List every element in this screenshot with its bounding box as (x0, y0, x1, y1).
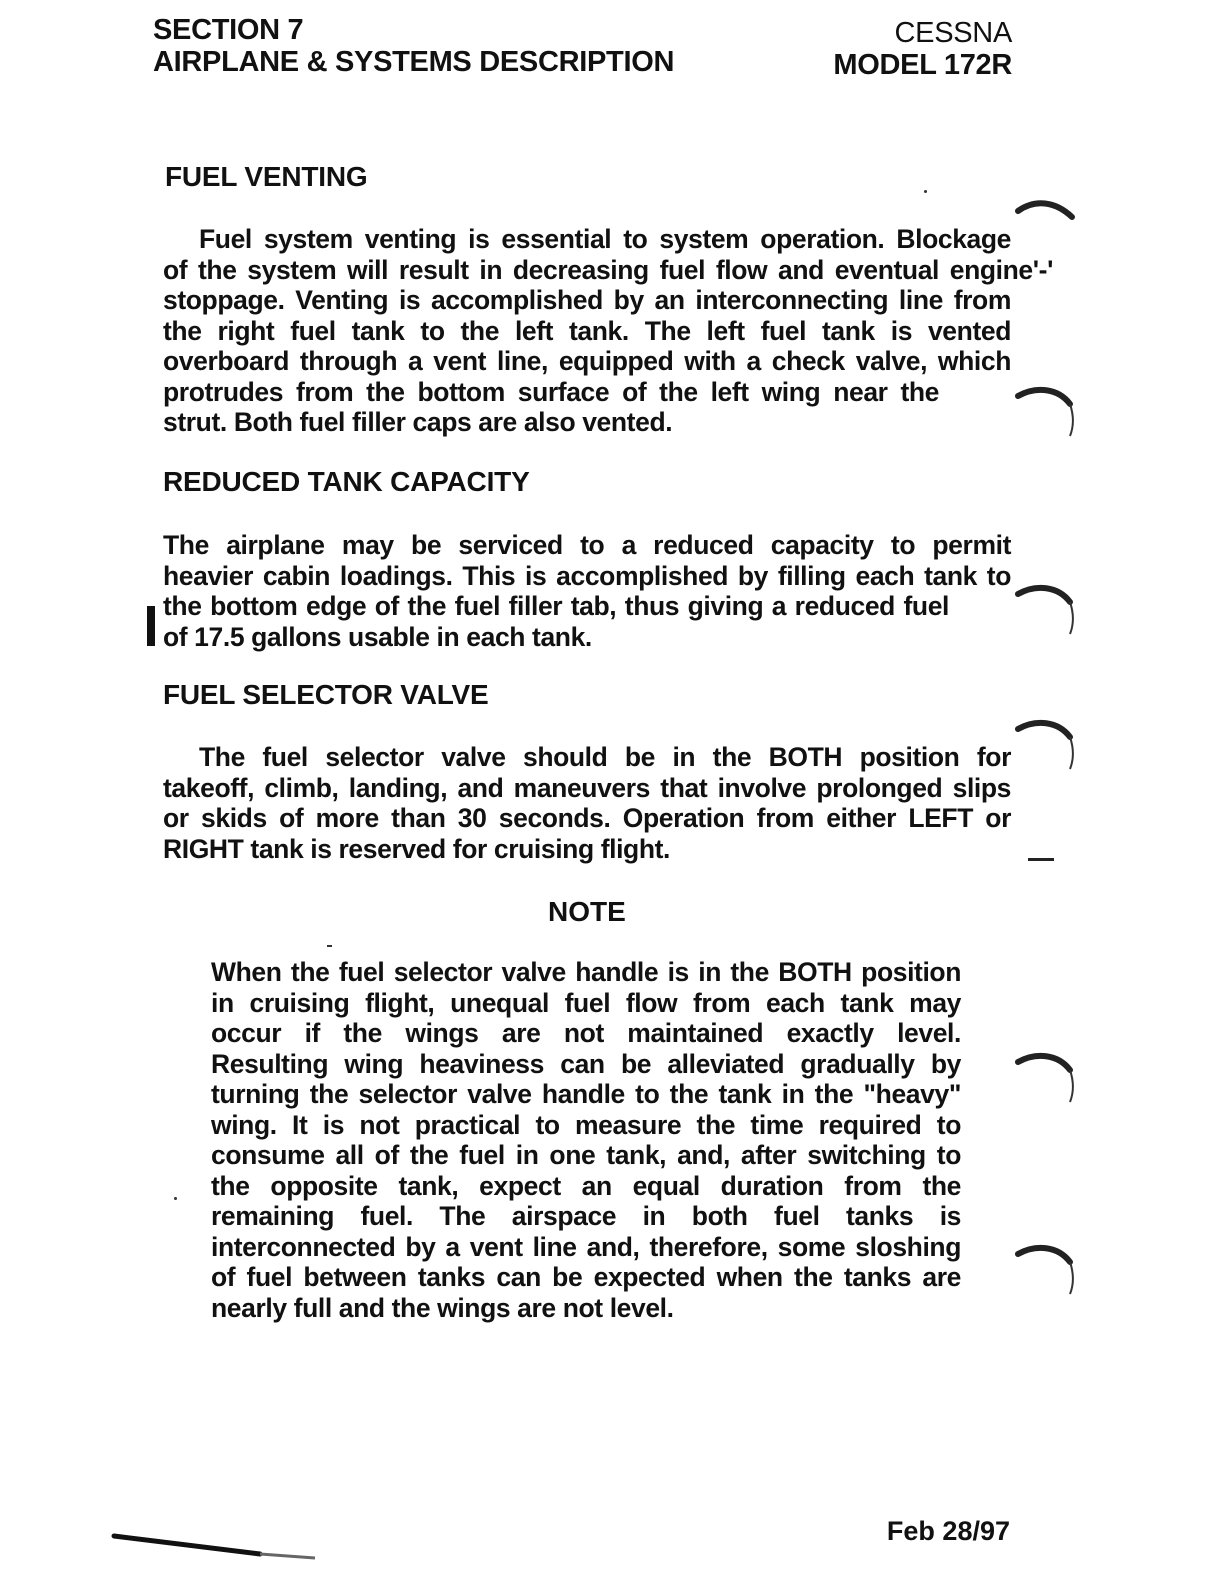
scan-streak-mark (110, 1528, 330, 1568)
revision-date: Feb 28/97 (886, 1516, 1010, 1546)
binder-hole-mark-icon (1012, 1240, 1078, 1300)
note-title: NOTE (548, 896, 626, 927)
scan-dash-mark (1028, 858, 1054, 861)
model-header (833, 17, 1012, 81)
paragraph-line: interconnected by a vent line and, therefore, some sloshing (211, 1231, 961, 1262)
paragraph-line: nearly full and the wings are not level. (211, 1292, 674, 1323)
paragraph-line: Resulting wing heaviness can be alleviated gradually by (211, 1048, 961, 1079)
scan-speck (924, 190, 927, 193)
paragraph-line: overboard through a vent line, equipped with a check valve, which (163, 346, 1011, 376)
reduced-tank-capacity-paragraph (163, 530, 1011, 652)
revision-change-bar (147, 606, 155, 646)
paragraph-line: consume all of the fuel in one tank, and, after switching to (211, 1140, 961, 1170)
paragraph-line: occur if the wings are not maintained exactly level. (211, 1018, 961, 1048)
paragraph-line: Fuel system venting is essential to system operation. Blockage (199, 224, 1011, 254)
paragraph-line: of the system will result in decreasing fuel flow and eventual engine'-' (163, 254, 1053, 285)
paragraph-line: The airplane may be serviced to a reduced capacity to permit (163, 530, 1011, 560)
brand-name: CESSNA (894, 17, 1012, 49)
paragraph-line: When the fuel selector valve handle is in the BOTH position (211, 957, 961, 987)
binder-hole-mark-icon (1012, 715, 1078, 775)
paragraph-line: strut. Both fuel filler caps are also vented. (163, 407, 673, 437)
paragraph-line: protrudes from the bottom surface of the left wing near the (163, 376, 939, 407)
section-number: SECTION 7 (153, 14, 304, 46)
paragraph-line: stoppage. Venting is accomplished by an interconnecting line from (163, 285, 1011, 315)
paragraph-line: takeoff, climb, landing, and maneuvers that involve prolonged slips (163, 772, 1011, 803)
binder-hole-mark-icon (1012, 580, 1078, 640)
fuel-selector-valve-paragraph (163, 742, 1011, 864)
scan-speck (327, 945, 332, 947)
paragraph-line: or skids of more than 30 seconds. Operation from either LEFT or (163, 803, 1011, 833)
fuel-venting-heading: FUEL VENTING (165, 161, 368, 192)
note-paragraph (211, 957, 961, 1323)
model-name: MODEL 172R (833, 49, 1012, 81)
paragraph-line: the bottom edge of the fuel filler tab, thus giving a reduced fuel (163, 591, 949, 621)
binder-hole-mark-icon (1010, 195, 1080, 225)
paragraph-line: the opposite tank, expect an equal duration from the (211, 1170, 961, 1201)
paragraph-line: turning the selector valve handle to the tank in the "heavy" (211, 1079, 961, 1109)
fuel-venting-paragraph (163, 224, 1053, 438)
paragraph-line: of 17.5 gallons usable in each tank. (163, 621, 592, 652)
section-header (153, 14, 674, 78)
binder-hole-mark-icon (1012, 382, 1078, 442)
paragraph-line: RIGHT tank is reserved for cruising flight. (163, 833, 671, 864)
paragraph-line: remaining fuel. The airspace in both fuel tanks is (211, 1201, 961, 1231)
paragraph-line: the right fuel tank to the left tank. The left fuel tank is vented (163, 315, 1011, 346)
scan-speck (174, 1197, 177, 1200)
section-title: AIRPLANE & SYSTEMS DESCRIPTION (153, 46, 675, 78)
binder-hole-mark-icon (1012, 1048, 1078, 1108)
paragraph-line: The fuel selector valve should be in the BOTH position for (199, 742, 1011, 772)
paragraph-line: in cruising flight, unequal fuel flow from each tank may (211, 987, 961, 1018)
paragraph-line: wing. It is not practical to measure the time required to (211, 1109, 961, 1140)
fuel-selector-valve-heading: FUEL SELECTOR VALVE (163, 679, 489, 710)
reduced-tank-capacity-heading: REDUCED TANK CAPACITY (163, 466, 530, 497)
paragraph-line: heavier cabin loadings. This is accomplished by filling each tank to (163, 560, 1011, 591)
paragraph-line: of fuel between tanks can be expected when the tanks are (211, 1262, 961, 1292)
